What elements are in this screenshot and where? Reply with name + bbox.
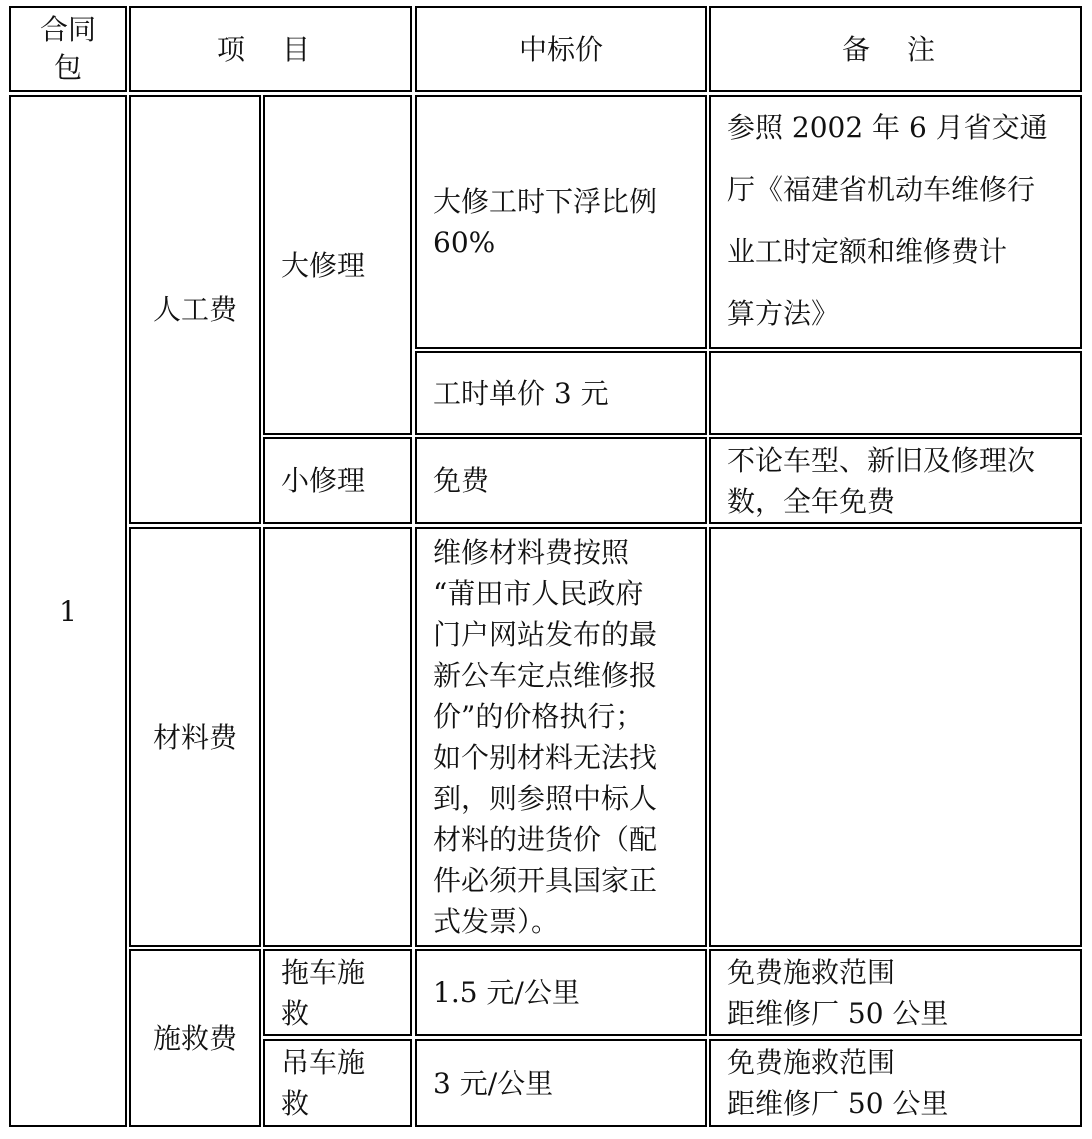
header-remark-cell <box>709 6 1082 92</box>
labor-category-cell <box>129 95 261 524</box>
package-number: 1 <box>59 594 77 628</box>
tow-rescue-price-cell <box>415 949 707 1036</box>
major-repair-remark1: 参照 2002 年 6 月省交通 厅《福建省机动车维修行 业工时定额和维修费计 算方法》 <box>727 111 1048 330</box>
material-sub-cell <box>263 527 412 947</box>
major-repair-price1: 大修工时下浮比例 60% <box>433 185 658 259</box>
rescue-category: 施救费 <box>152 1021 237 1055</box>
header-package: 合同 包 <box>39 13 96 84</box>
tow-rescue-remark: 免费施救范围 距维修厂 50 公里 <box>727 955 949 1030</box>
major-repair-price1-cell <box>415 95 707 349</box>
minor-repair-remark: 不论车型、新旧及修理次 数，全年免费 <box>727 443 1036 518</box>
header-price: 中标价 <box>518 32 603 66</box>
material-category: 材料费 <box>152 720 237 754</box>
crane-rescue-remark-cell <box>709 1039 1082 1127</box>
crane-rescue-price-cell <box>415 1039 707 1127</box>
material-price: 维修材料费按照 “莆田市人民政府 门户网站发布的最 新公车定点维修报 价”的价格执行； 如个别材料无法找 到，则参照中标人 材料的进货价（配 件必须开具国家正 式发票）。 <box>433 536 658 938</box>
header-item: 项 目 <box>217 32 324 66</box>
minor-repair-remark-cell <box>709 437 1082 524</box>
header-item-cell <box>129 6 412 92</box>
major-repair-remark1-cell <box>709 95 1082 349</box>
minor-repair-label: 小修理 <box>281 464 366 497</box>
material-remark-cell <box>709 527 1082 947</box>
major-repair-price2: 工时单价 3 元 <box>433 376 609 410</box>
crane-rescue-price: 3 元/公里 <box>433 1066 554 1100</box>
material-category-cell <box>129 527 261 947</box>
tow-rescue-label: 拖车施 救 <box>281 955 366 1030</box>
crane-rescue-label-cell <box>263 1039 412 1127</box>
package-number-cell <box>9 95 127 1127</box>
tow-rescue-price: 1.5 元/公里 <box>433 976 580 1009</box>
tow-rescue-remark-cell <box>709 949 1082 1036</box>
minor-repair-price-cell <box>415 437 707 524</box>
rescue-category-cell <box>129 949 261 1127</box>
header-price-cell <box>415 6 707 92</box>
crane-rescue-label: 吊车施 救 <box>281 1046 366 1120</box>
tow-rescue-label-cell <box>263 949 412 1036</box>
labor-category: 人工费 <box>152 293 237 326</box>
major-repair-price2-cell <box>415 351 707 435</box>
minor-repair-price: 免费 <box>433 464 490 497</box>
major-repair-remark2-cell <box>709 351 1082 435</box>
minor-repair-label-cell <box>263 437 412 524</box>
header-package-cell <box>9 6 127 92</box>
major-repair-label-cell <box>263 95 412 435</box>
major-repair-label: 大修理 <box>281 248 366 282</box>
header-remark: 备 注 <box>842 32 949 66</box>
material-price-cell <box>415 527 707 947</box>
crane-rescue-remark: 免费施救范围 距维修厂 50 公里 <box>727 1046 949 1120</box>
